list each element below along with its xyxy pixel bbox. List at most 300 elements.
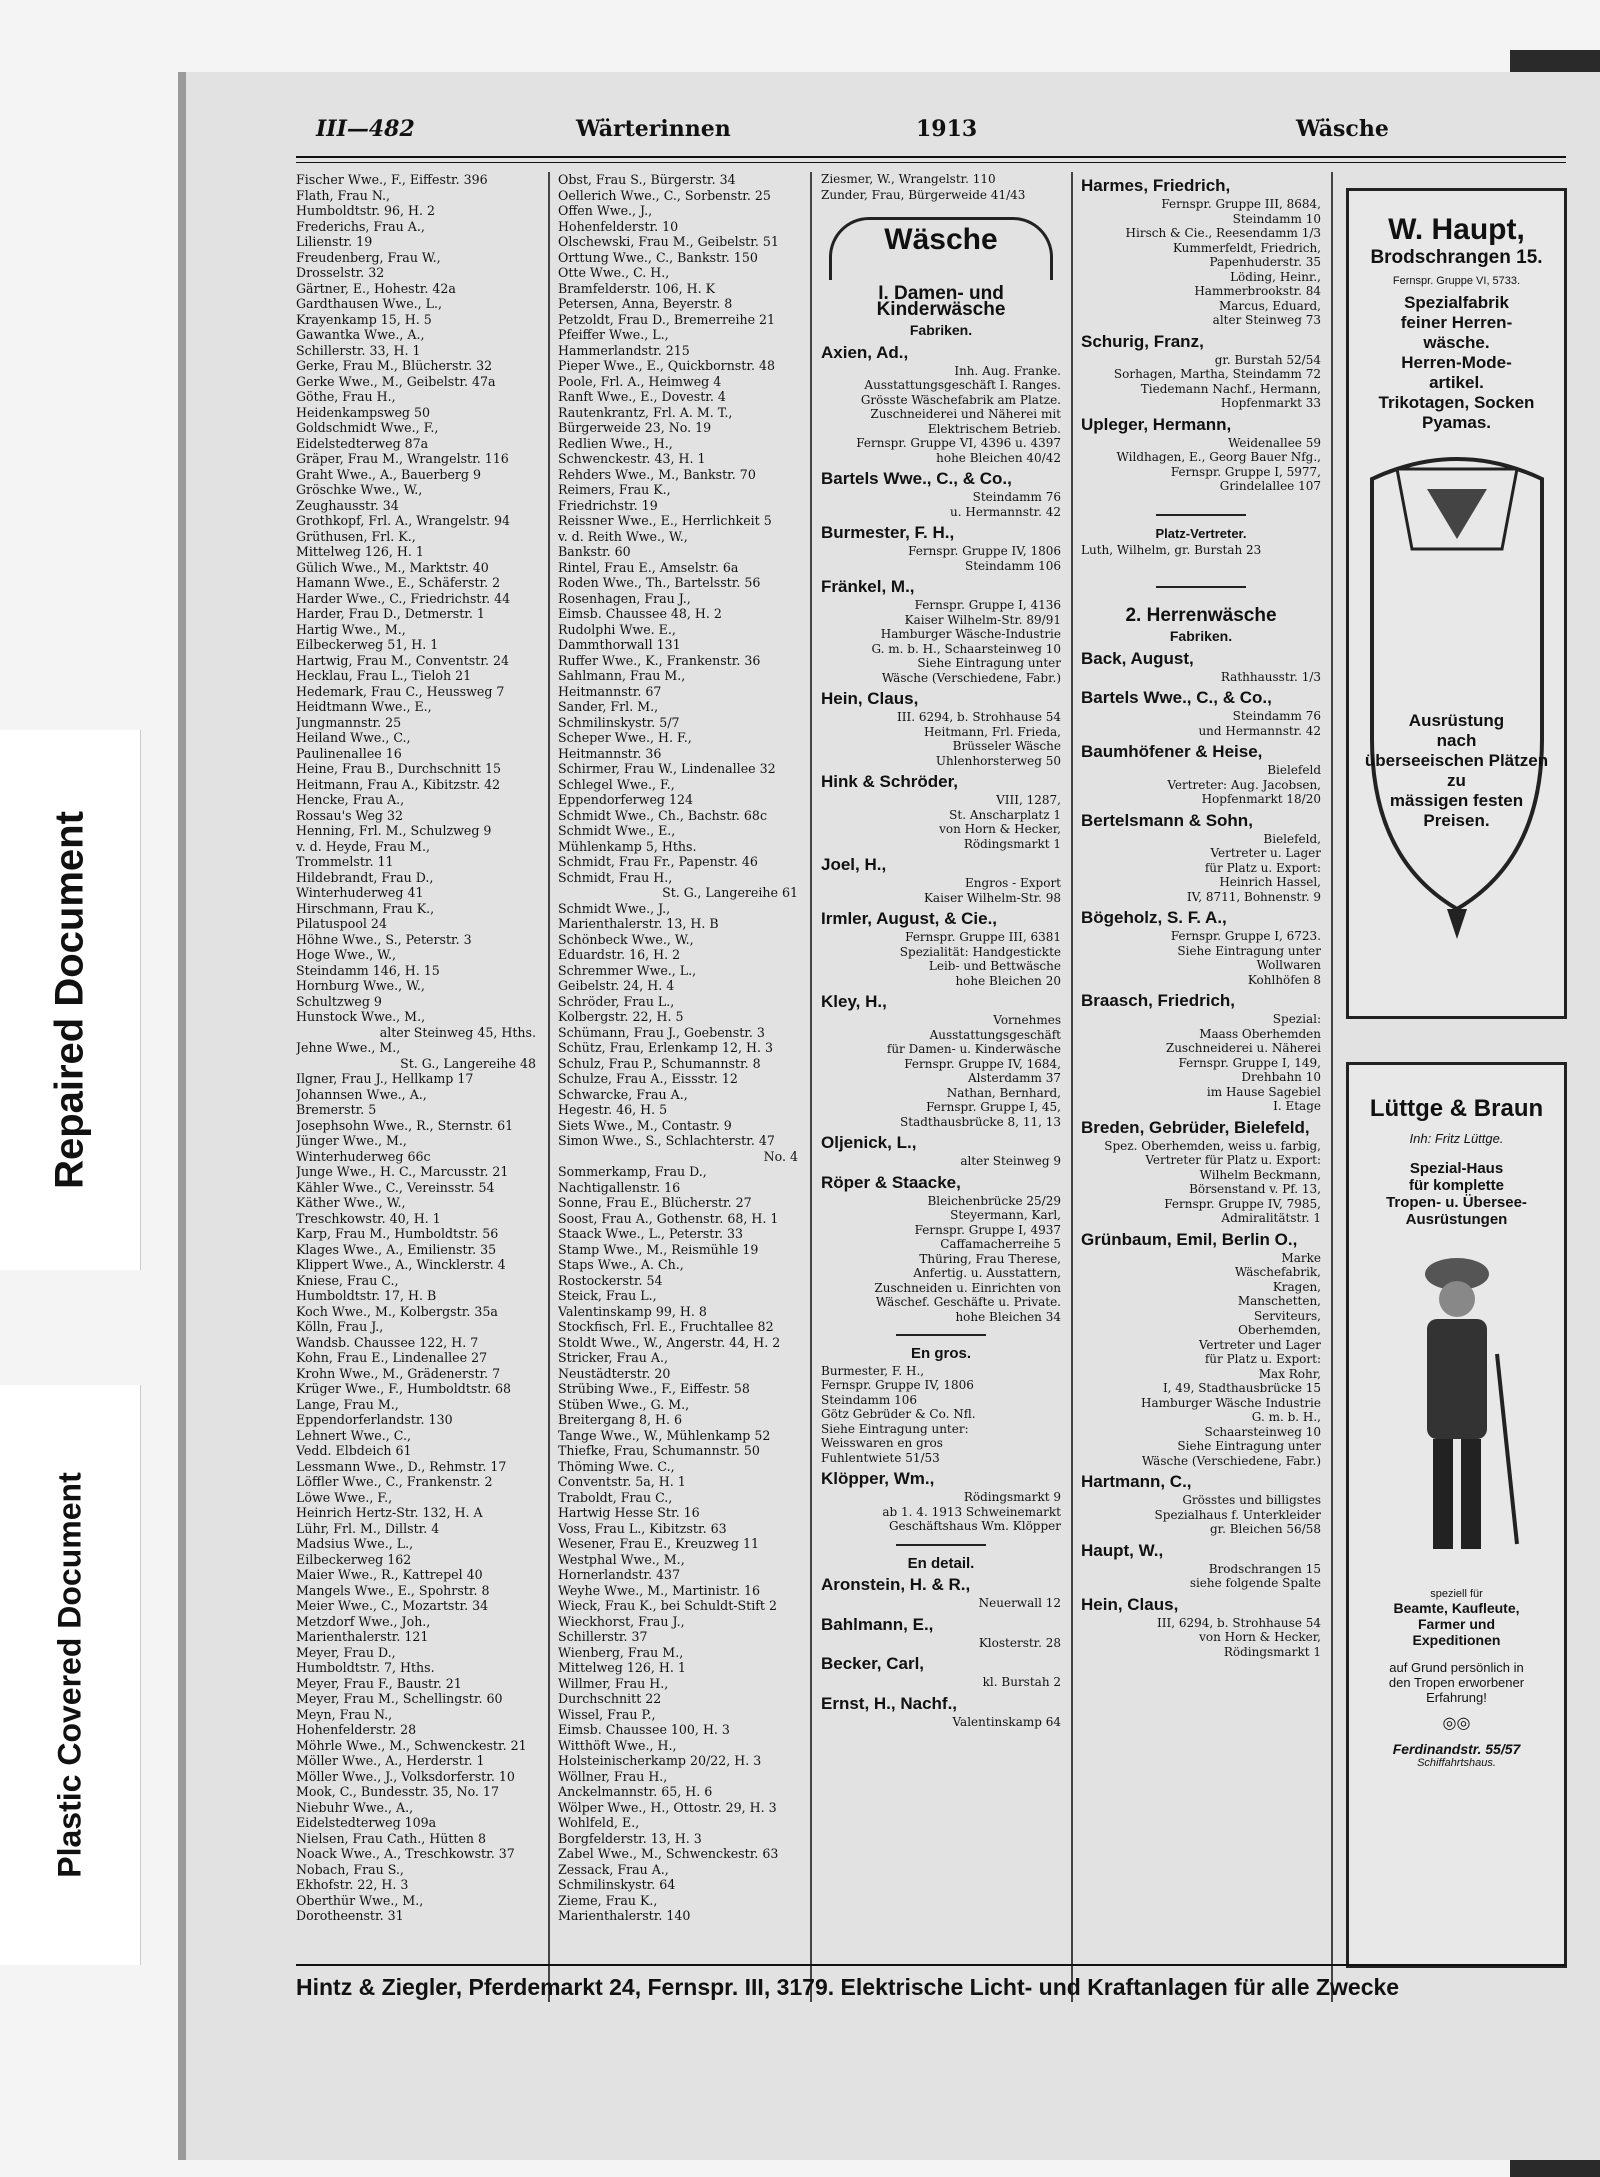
listing-entry: Hornburg Wwe., W., [296, 978, 425, 993]
listing-entry: Kähler Wwe., C., Vereinsstr. 54 [296, 1179, 495, 1195]
listing-entry: Ranft Wwe., E., Dovestr. 4 [558, 389, 726, 404]
listing-entry: Marienthalerstr. 13, H. B [558, 916, 719, 931]
waesche-column-2 [1081, 172, 1321, 1659]
listing-entry: Vedd. Elbdeich 61 [296, 1443, 412, 1458]
listing-entry: Käther Wwe., W., [296, 1195, 406, 1210]
firm-name: Hink & Schröder, [821, 772, 958, 791]
listing-entry: Grothkopf, Frl. A., Wrangelstr. 94 [296, 513, 510, 528]
firm-detail: III. 6294, b. Strohhause 54 [896, 710, 1061, 724]
ad-line: artikel. [1429, 373, 1484, 392]
firm-detail: Vornehmes [993, 1013, 1061, 1027]
column-divider [1071, 172, 1073, 2002]
ad-line: Herren-Mode- [1401, 353, 1512, 372]
listing-entry: Marienthalerstr. 140 [558, 1908, 691, 1923]
ad-line: Preisen. [1423, 811, 1490, 830]
listing-entry: Willmer, Frau H., [558, 1675, 669, 1691]
ad-line: Beamte, Kaufleute, [1393, 1600, 1520, 1616]
firm-detail: Zuschneiderei u. Näherei [1165, 1041, 1321, 1055]
firm-detail: Heitmann, Frl. Frieda, [923, 724, 1061, 739]
listing-entry: Schwenckestr. 43, H. 1 [558, 451, 706, 466]
listing-entry: Gärtner, E., Hohestr. 42a [296, 280, 456, 296]
firm-detail: Börsenstand v. Pf. 13, [1189, 1182, 1321, 1196]
listing-entry: Schlegel Wwe., F., [558, 776, 675, 792]
listing-entry: Möhrle Wwe., M., Schwenckestr. 21 [296, 1737, 527, 1753]
listing-entry: Heitmannstr. 36 [558, 745, 662, 761]
firm-detail: Fernspr. Gruppe VI, 4396 u. 4397 [856, 436, 1061, 450]
listing-entry: Schillerstr. 33, H. 1 [296, 342, 421, 358]
waesche-column [821, 172, 1061, 1729]
header-rule [296, 156, 1566, 158]
ad-line: Spezial-Haus [1409, 1160, 1504, 1177]
listing-entry: Junge Wwe., H. C., Marcusstr. 21 [296, 1164, 509, 1179]
listing-entry: Gerke Wwe., M., Geibelstr. 47a [296, 373, 496, 389]
section-damen: I. Damen- und Kinderwäsche [876, 283, 1006, 320]
listing-entry: Stüben Wwe., G. M., [558, 1396, 690, 1412]
firm-detail: Spezial: [1272, 1012, 1321, 1026]
listing-entry: Kniese, Frau C., [296, 1272, 399, 1288]
listing-entry: Hoge Wwe., W., [296, 947, 397, 962]
firm-detail: Steindamm 106 [964, 558, 1061, 573]
firm-name: Joel, H., [821, 855, 887, 874]
listing-entry: Simon Wwe., S., Schlachterstr. 47 [558, 1133, 775, 1148]
listing-entry: Kohn, Frau E., Lindenallee 27 [296, 1350, 488, 1365]
listing-entry: Zessack, Frau A., [558, 1861, 669, 1877]
ad-line: Trikotagen, Socken [1378, 393, 1535, 412]
listing-column-2 [558, 172, 798, 1924]
listing-entry: Wölper Wwe., H., Ottostr. 29, H. 3 [558, 1799, 777, 1815]
shield-illustration [1352, 439, 1562, 939]
listing-entry: Pieper Wwe., E., Quickbornstr. 48 [558, 358, 775, 373]
listing-entry: Durchschnitt 22 [558, 1691, 662, 1706]
firm-detail: Siehe Eintragung unter: [821, 1421, 969, 1436]
listing-entry: Nobach, Frau S., [296, 1861, 404, 1877]
directory-page [178, 72, 1600, 2160]
listing-entry: Hartwig, Frau M., Conventstr. 24 [296, 652, 509, 668]
listing-entry: Poole, Frl. A., Heimweg 4 [558, 373, 722, 389]
firm-detail: Stadthausbrücke 8, 11, 13 [900, 1114, 1061, 1129]
firm-detail: Valentinskamp 64 [952, 1714, 1061, 1729]
listing-entry: Harder Wwe., C., Friedrichstr. 44 [296, 590, 511, 606]
listing-entry: Orttung Wwe., C., Bankstr. 150 [558, 249, 758, 265]
firm-detail: Elektrischem Betrieb. [927, 421, 1061, 436]
listing-entry: Lilienstr. 19 [296, 234, 373, 249]
firm-name: Baumhöfener & Heise, [1081, 742, 1263, 761]
firm-name: Upleger, Hermann, [1081, 414, 1232, 434]
listing-entry: Jehne Wwe., M., [296, 1040, 401, 1055]
listing-entry: Traboldt, Frau C., [558, 1489, 673, 1505]
firm-name: Bögeholz, S. F. A., [1081, 908, 1227, 927]
listing-entry: Treschkowstr. 40, H. 1 [296, 1210, 441, 1226]
listing-entry: Flath, Frau N., [296, 187, 391, 203]
listing-entry: Ruffer Wwe., K., Frankenstr. 36 [558, 652, 761, 668]
listing-entry: Schulze, Frau A., Eissstr. 12 [558, 1071, 738, 1086]
listing-entry: Gröschke Wwe., W., [296, 482, 423, 497]
firm-name: Bartels Wwe., C., & Co., [1081, 688, 1272, 707]
firm-detail: IV, 8711, Bohnenstr. 9 [1186, 889, 1321, 904]
ad-special: speziell für [1430, 1588, 1483, 1600]
plastic-covered-label [0, 1385, 141, 1965]
listing-entry: Ilgner, Frau J., Hellkamp 17 [296, 1071, 474, 1086]
listing-entry: Stricker, Frau A., [558, 1350, 668, 1365]
listing-entry: Wieckhorst, Frau J., [558, 1613, 685, 1629]
firm-detail: Spezialhaus f. Unterkleider [1154, 1507, 1321, 1522]
ad-lines [1349, 1660, 1564, 1705]
firm-detail: Vertreter u. Lager [1210, 846, 1321, 860]
firm-detail: Wildhagen, E., Georg Bauer Nfg., [1116, 450, 1321, 464]
firm-detail: I. Etage [1273, 1099, 1321, 1113]
listing-entry: Westphal Wwe., M., [558, 1551, 685, 1567]
listing-entry: Gardthausen Wwe., L., [296, 296, 443, 311]
firm-detail: Fernspr. Gruppe I, 4136 [914, 598, 1061, 612]
firm-name: Haupt, W., [1081, 1540, 1164, 1560]
listing-entry: Wissel, Frau P., [558, 1706, 656, 1722]
firm-detail: Fernspr. Gruppe III, 6381 [905, 930, 1061, 944]
firm-detail: Kohlhöfen 8 [1247, 972, 1321, 987]
firm-detail: Bielefeld [1267, 763, 1321, 777]
listing-entry: Rehders Wwe., M., Bankstr. 70 [558, 466, 756, 482]
firm-detail: Fernspr. Gruppe I, 6723. [1170, 929, 1321, 943]
listing-entry: Pfeiffer Wwe., L., [558, 327, 669, 342]
listing-entry: Soost, Frau A., Gothenstr. 68, H. 1 [558, 1210, 779, 1226]
listing-entry: Schmidt Wwe., E., [558, 823, 676, 838]
firm-name: Röper & Staacke, [821, 1172, 961, 1192]
firm-detail: G. m. b. H., [1251, 1410, 1321, 1424]
listing-entry: Eimsb. Chaussee 48, H. 2 [558, 606, 722, 621]
listing-entry: Steindamm 146, H. 15 [296, 962, 440, 978]
firm-name: Bertelsmann & Sohn, [1081, 810, 1253, 830]
section-title: Wärterinnen [576, 116, 731, 142]
platz-vertreter-heading: Platz-Vertreter. [1155, 525, 1247, 541]
listing-entry: Noack Wwe., A., Treschkowstr. 37 [296, 1846, 515, 1861]
listing-entry: Schwarcke, Frau A., [558, 1086, 688, 1102]
listing-entry: Humboldtstr. 96, H. 2 [296, 203, 436, 218]
ad-line: Expeditionen [1412, 1632, 1501, 1648]
firm-name: Oljenick, L., [821, 1133, 917, 1152]
listing-entry: Zabel Wwe., M., Schwenckestr. 63 [558, 1846, 779, 1861]
listing-entry: Jünger Wwe., M., [296, 1133, 407, 1148]
listing-entry: Schmidt, Frau H., [558, 869, 673, 885]
listing-entry: Marienthalerstr. 121 [296, 1629, 429, 1644]
listing-entry: Ekhofstr. 22, H. 3 [296, 1877, 409, 1892]
firm-name: Grünbaum, Emil, Berlin O., [1081, 1229, 1298, 1249]
listing-entry: Gräper, Frau M., Wrangelstr. 116 [296, 451, 509, 466]
firm-detail: Zuschneiderei und Näherei mit [870, 407, 1061, 421]
firm-name: Bartels Wwe., C., & Co., [821, 469, 1012, 488]
topic: Wäsche [1296, 116, 1389, 142]
listing-entry: Schirmer, Frau W., Lindenallee 32 [558, 761, 776, 776]
listing-entry: Schröder, Frau L., [558, 993, 675, 1009]
listing-entry: Koch Wwe., M., Kolbergstr. 35a [296, 1303, 498, 1319]
listing-entry: Bramfelderstr. 106, H. K [558, 280, 716, 296]
engros-list [821, 1364, 1061, 1466]
listing-entry: Thöming Wwe. C., [558, 1458, 675, 1474]
listing-entry: Voss, Frau L., Kibitzstr. 63 [558, 1520, 727, 1536]
firm-detail: VIII, 1287, [996, 793, 1061, 807]
listing-entry: Hartwig Hesse Str. 16 [558, 1505, 700, 1520]
listing-entry: Staack Wwe., L., Peterstr. 33 [558, 1226, 744, 1241]
year: 1913 [916, 116, 978, 142]
listing-entry: Schmilinskystr. 5/7 [558, 714, 680, 730]
listing-entry: Krüger Wwe., F., Humboldtstr. 68 [296, 1381, 512, 1396]
listing-entry: Hornerlandstr. 437 [558, 1567, 681, 1582]
listing-entry: Möller Wwe., A., Herderstr. 1 [296, 1753, 485, 1768]
separator [896, 1544, 986, 1546]
listing-entry: Geibelstr. 24, H. 4 [558, 978, 675, 993]
firm-name: Klöpper, Wm., [821, 1469, 935, 1488]
listing-entry: Dorotheenstr. 31 [296, 1908, 404, 1923]
firm-list [1081, 648, 1321, 1660]
listing-address: No. 4 [763, 1148, 798, 1164]
listing-entry: Schillerstr. 37 [558, 1629, 648, 1644]
listing-entry: Meyer, Frau M., Schellingstr. 60 [296, 1691, 503, 1706]
firm-detail: Wilhelm Beckmann, [1199, 1167, 1321, 1182]
ad-sub: Schiffahrtshaus. [1417, 1757, 1496, 1769]
listing-address: alter Steinweg 45, Hths. [379, 1024, 536, 1040]
listing-entry: Rautenkrantz, Frl. A. M. T., [558, 404, 733, 420]
listing-entry: Meyer, Frau F., Baustr. 21 [296, 1675, 462, 1691]
listing-entry: Eimsb. Chaussee 100, H. 3 [558, 1722, 730, 1737]
firm-detail: hohe Bleichen 34 [955, 1309, 1061, 1324]
listing-entry: Eilbeckerweg 162 [296, 1551, 412, 1567]
firm-name: Bahlmann, E., [821, 1614, 934, 1634]
firm-detail: Burmester, F. H., [821, 1363, 925, 1378]
firm-detail: von Horn & Hecker, [939, 822, 1061, 836]
listing-entry: Mangels Wwe., E., Spohrstr. 8 [296, 1582, 490, 1598]
firm-detail: Vertreter für Platz u. Export: [1145, 1153, 1321, 1167]
firm-detail: Neuerwall 12 [978, 1596, 1061, 1610]
listing-entry: Löffler Wwe., C., Frankenstr. 2 [296, 1474, 493, 1489]
firm-name: Axien, Ad., [821, 342, 909, 362]
firm-detail: Steindamm 76 [1232, 709, 1321, 723]
firm-detail: Fernspr. Gruppe I, 149, [1178, 1055, 1321, 1070]
listing-entry: Hegestr. 46, H. 5 [558, 1102, 668, 1117]
listing-entry: Wandsb. Chaussee 122, H. 7 [296, 1334, 479, 1350]
listing-entry: Winterhuderweg 66c [296, 1148, 431, 1164]
ad-line: Pyamas. [1422, 413, 1491, 432]
ad-line: überseeischen Plätzen [1364, 751, 1549, 770]
waesche-title: Wäsche [884, 223, 998, 256]
listing-entry: Schulz, Frau P., Schumannstr. 8 [558, 1055, 761, 1071]
listing-entry: Schmilinskystr. 64 [558, 1877, 676, 1892]
firm-detail: und Hermannstr. 42 [1198, 723, 1321, 738]
firm-detail: Fernspr. Gruppe IV, 1806 [821, 1378, 974, 1392]
ad-line: Ausrüstung [1408, 711, 1505, 730]
listing-entry: Hohenfelderstr. 10 [558, 218, 679, 234]
firm-detail: alter Steinweg 9 [960, 1154, 1061, 1168]
firm-detail: Grösstes und billigstes [1182, 1493, 1321, 1507]
firm-name: Ernst, H., Nachf., [821, 1693, 958, 1713]
listing-entry: Mühlenkamp 5, Hths. [558, 838, 697, 854]
listing-entry: Dammthorwall 131 [558, 637, 681, 652]
listing-entry: Hamann Wwe., E., Schäferstr. 2 [296, 575, 501, 590]
listing-entry: Obst, Frau S., Bürgerstr. 34 [558, 172, 736, 187]
listing-entry: Johannsen Wwe., A., [296, 1086, 427, 1102]
ad-line: Ausrüstungen [1405, 1211, 1508, 1228]
separator [896, 1334, 986, 1336]
firm-detail: Rödingsmarkt 1 [1223, 1644, 1321, 1659]
listing-entry: Nachtigallenstr. 16 [558, 1179, 681, 1195]
listing-entry: Petersen, Anna, Beyerstr. 8 [558, 296, 733, 311]
firm-detail: Steyermann, Karl, [950, 1208, 1061, 1222]
firm-detail: Zuschneiden u. Einrichten von [874, 1280, 1061, 1295]
ad-owner: Inh: Fritz Lüttge. [1409, 1131, 1504, 1146]
listing-entry: Zunder, Frau, Bürgerweide 41/43 [821, 187, 1026, 202]
firm-name: Kley, H., [821, 992, 887, 1011]
firm-detail: Fuhlentwiete 51/53 [821, 1450, 940, 1465]
listing-entry: Meyer, Frau D., [296, 1644, 396, 1660]
ad-line: für komplette [1408, 1177, 1504, 1194]
firm-name: Breden, Gebrüder, Bielefeld, [1081, 1117, 1310, 1137]
listing-entry: Mittelweg 126, H. 1 [558, 1660, 686, 1675]
firm-name: Braasch, Friedrich, [1081, 991, 1236, 1010]
listing-entry: Kolbergstr. 22, H. 5 [558, 1009, 684, 1024]
listing-entry: Nielsen, Frau Cath., Hütten 8 [296, 1830, 487, 1846]
listing-entry: Trommelstr. 11 [296, 854, 394, 869]
listing-entry: Eidelstedterweg 87a [296, 435, 429, 451]
listing-entry: Valentinskamp 99, H. 8 [558, 1303, 707, 1319]
ad-line: mässigen festen [1389, 791, 1524, 810]
listing-entry: Wöllner, Frau H., [558, 1768, 668, 1784]
ad-name: W. Haupt, [1388, 213, 1525, 246]
listing-entry: Zieme, Frau K., [558, 1892, 658, 1908]
footer-ad: Hintz & Ziegler, Pferdemarkt 24, Fernspr. III, 3179. Elektrische Licht- und Kraftanlagen für alle Zwecke [296, 1974, 1400, 2000]
listing-entry: Humboldtstr. 7, Hths. [296, 1660, 435, 1675]
firm-detail: Fernspr. Gruppe IV, 7985, [1164, 1196, 1321, 1211]
firm-detail: III, 6294, b. Strohhause 54 [1156, 1615, 1321, 1630]
firm-detail: Oberhemden, [1238, 1323, 1321, 1337]
firm-detail: Steindamm 10 [1232, 211, 1321, 226]
listing-entry: Krayenkamp 15, H. 5 [296, 311, 432, 327]
listing-entry: Metzdorf Wwe., Joh., [296, 1613, 431, 1629]
firm-detail: Grösste Wäschefabrik am Platze. [860, 392, 1061, 407]
listing-entry: Eidelstedterweg 109a [296, 1815, 437, 1830]
separator [1156, 514, 1246, 516]
listing-entry: Wohlfeld, E., [558, 1815, 640, 1830]
listing-entry: Weyhe Wwe., M., Martinistr. 16 [558, 1582, 760, 1598]
listing-entry: Klippert Wwe., A., Wincklerstr. 4 [296, 1257, 506, 1272]
ad-lines [1349, 293, 1564, 433]
firm-detail: Wäsche (Verschiedene, Fabr.) [881, 670, 1061, 685]
listing-entry: Madsius Wwe., L., [296, 1536, 414, 1551]
firm-detail: Wäschef. Geschäfte u. Private. [875, 1295, 1061, 1309]
firm-detail: St. Anscharplatz 1 [949, 807, 1061, 822]
listing-entry: Klages Wwe., A., Emilienstr. 35 [296, 1241, 497, 1257]
ad-w-haupt [1346, 188, 1567, 1019]
listing-entry: Hecklau, Frau L., Tieloh 21 [296, 668, 472, 683]
listing-entry: Maier Wwe., R., Kattrepel 40 [296, 1567, 483, 1582]
listing-entry: Olschewski, Frau M., Geibelstr. 51 [558, 234, 779, 249]
ad-line: feiner Herren- [1400, 313, 1513, 332]
listing-entry: Krohn Wwe., M., Grädenerstr. 7 [296, 1365, 501, 1381]
listing-entry: Eduardstr. 16, H. 2 [558, 947, 681, 962]
firm-detail: gr. Bleichen 56/58 [1210, 1522, 1321, 1536]
listing-entry: Staps Wwe., A. Ch., [558, 1257, 684, 1272]
listing-entry: Stamp Wwe., M., Reismühle 19 [558, 1241, 759, 1257]
firm-detail: Kaiser Wilhelm-Str. 89/91 [904, 612, 1061, 627]
firm-detail: Thüring, Frau Therese, [919, 1251, 1061, 1266]
firm-detail: Rödingsmarkt 9 [963, 1490, 1061, 1504]
firm-detail: Vertreter und Lager [1198, 1337, 1321, 1352]
firm-name: Aronstein, H. & R., [821, 1575, 971, 1594]
firm-detail: Uhlenhorsterweg 50 [935, 753, 1061, 768]
firm-name: Back, August, [1081, 648, 1194, 668]
listing-entry: Offen Wwe., J., [558, 203, 653, 218]
ad-line: Tropen- u. Übersee- [1386, 1194, 1527, 1211]
listing-entry: Möller Wwe., J., Volksdorferstr. 10 [296, 1768, 515, 1784]
firm-detail: kl. Burstah 2 [982, 1675, 1061, 1689]
listing-entry: Heiland Wwe., C., [296, 730, 411, 745]
firm-detail: Wollwaren [1256, 958, 1321, 972]
firm-detail: im Hause Sagebiel [1206, 1084, 1321, 1099]
listing-address: St. G., Langereihe 48 [400, 1055, 536, 1071]
listing-entry: Borgfelderstr. 13, H. 3 [558, 1830, 702, 1846]
firm-detail: Brodschrangen 15 [1208, 1561, 1321, 1576]
listing-entry: Zeughausstr. 34 [296, 497, 399, 513]
firm-detail: für Platz u. Export: [1204, 1352, 1321, 1366]
section-herren: 2. Herrenwäsche [1125, 604, 1277, 626]
listing-entry: Pilatuspool 24 [296, 916, 387, 931]
listing-entry: Rosenhagen, Frau J., [558, 590, 691, 606]
firm-detail: Engros - Export [965, 876, 1061, 890]
firm-detail: Manschetten, [1237, 1294, 1321, 1308]
listing-entry: Schümann, Frau J., Goebenstr. 3 [558, 1024, 765, 1040]
firm-detail: Grindelallee 107 [1219, 479, 1321, 493]
listing-entry: Roden Wwe., Th., Bartelsstr. 56 [558, 575, 761, 590]
listing-entry: Lehnert Wwe., C., [296, 1427, 411, 1443]
firm-detail: Max Rohr, [1258, 1366, 1321, 1381]
firm-detail: Maass Oberhemden [1199, 1026, 1321, 1041]
listing-entry: v. d. Reith Wwe., W., [558, 528, 688, 544]
ad-line: Spezialfabrik [1404, 293, 1509, 312]
listing-entry: Heitmannstr. 67 [558, 683, 662, 699]
firm-detail: Anfertig. u. Ausstattern, [913, 1266, 1061, 1280]
listing-entry: v. d. Heyde, Frau M., [296, 838, 431, 854]
ad-line: wäsche. [1423, 333, 1490, 352]
listing-entry: Heinrich Hertz-Str. 132, H. A [296, 1505, 483, 1520]
page-header [296, 112, 1566, 152]
firm-detail: Ausstattungsgeschäft [929, 1027, 1061, 1042]
fabriken-heading: Fabriken. [1169, 628, 1233, 644]
listing-entry: Petzoldt, Frau D., Bremerreihe 21 [558, 311, 776, 327]
listing-entry: Redlien Wwe., H., [558, 435, 673, 451]
listing-entry: Heitmann, Frau A., Kibitzstr. 42 [296, 776, 501, 792]
soldier-illustration [1377, 1244, 1537, 1574]
listing-entry: Scheper Wwe., H. F., [558, 730, 692, 745]
listing-entry: Rostockerstr. 54 [558, 1272, 663, 1288]
listing-entry: Neustädterstr. 20 [558, 1365, 671, 1381]
listing-entry: Sonne, Frau E., Blücherstr. 27 [558, 1195, 752, 1210]
firm-detail: Fernspr. Gruppe III, 8684, [1161, 197, 1321, 211]
listing-entry: Hohenfelderstr. 28 [296, 1722, 417, 1737]
listing-entry: Schütz, Frau, Erlenkamp 12, H. 3 [558, 1040, 773, 1055]
listing-entry: Goldschmidt Wwe., F., [296, 420, 439, 435]
listing-entry: Lange, Frau M., [296, 1396, 399, 1412]
firm-name: Burmester, F. H., [821, 523, 955, 542]
ad-lines [1349, 1600, 1564, 1648]
firm-detail: Siehe Eintragung unter [1177, 943, 1321, 958]
listing-entry: Heine, Frau B., Durchschnitt 15 [296, 761, 501, 776]
listing-entry: Humboldtstr. 17, H. B [296, 1288, 437, 1303]
listing-entry: Lühr, Frl. M., Dillstr. 4 [296, 1520, 440, 1536]
listing-entry: Mittelweg 126, H. 1 [296, 544, 424, 559]
firm-list [1081, 175, 1321, 494]
listing-entry: Thiefke, Frau, Schumannstr. 50 [558, 1443, 760, 1458]
listing-entry: Hencke, Frau A., [296, 792, 405, 807]
listing-entry: Paulinenallee 16 [296, 745, 402, 761]
listing-entry: Henning, Frl. M., Schulzweg 9 [296, 823, 492, 838]
repaired-label [0, 730, 141, 1270]
firm-name: Fränkel, M., [821, 577, 915, 596]
